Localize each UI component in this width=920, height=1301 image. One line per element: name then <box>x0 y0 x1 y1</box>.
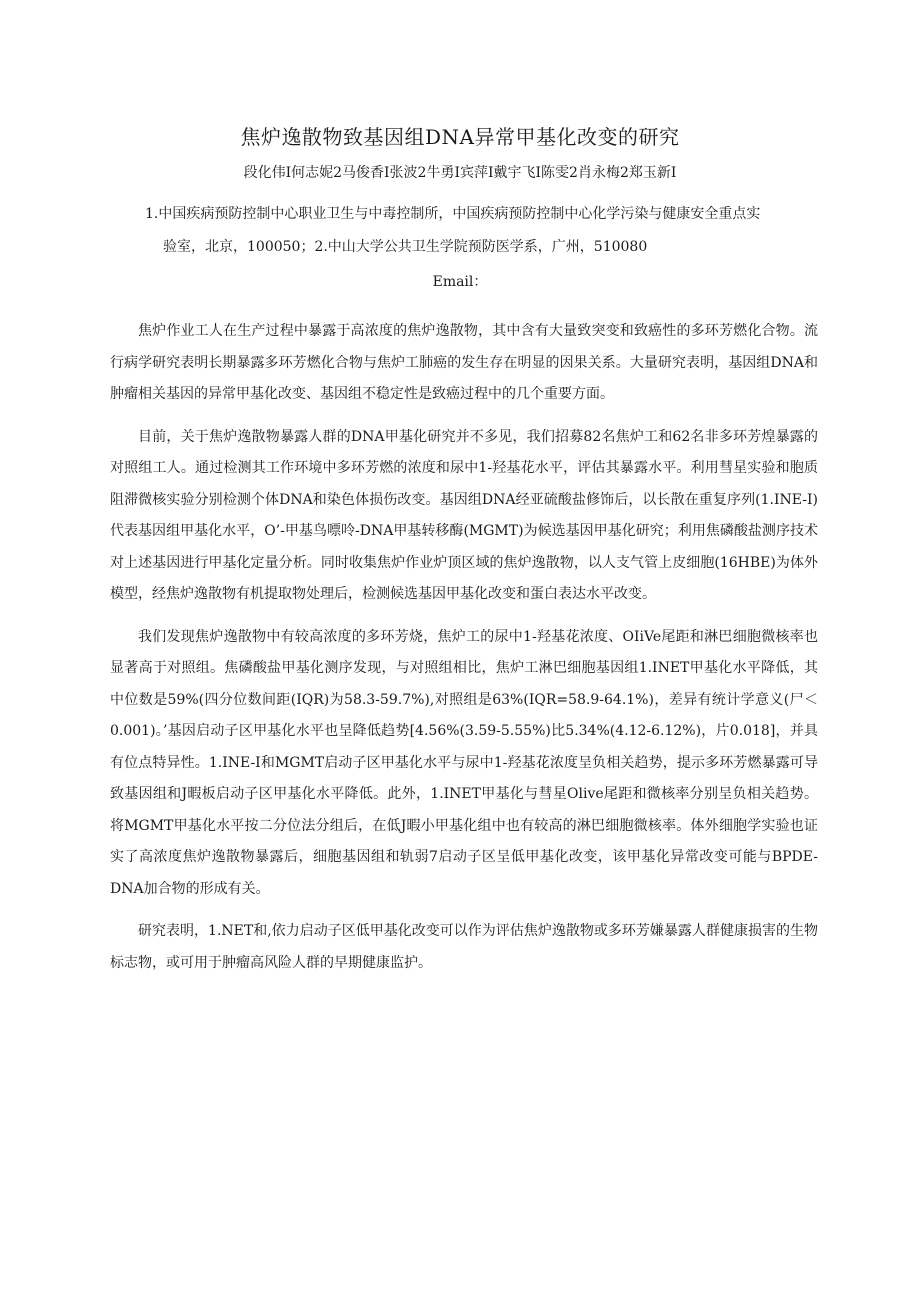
paper-title: 焦炉逸散物致基因组DNA异常甲基化改变的研究 <box>240 125 680 149</box>
affiliation-line-1: 1.中国疾病预防控制中心职业卫生与中毒控制所，中国疾病预防控制中心化学污染与健康安全重点实 <box>145 206 761 222</box>
affiliation-line-2: 验室，北京，100050；2.中山大学公共卫生学院预防医学系，广州，510080 <box>163 239 648 255</box>
paragraph-conclusion: 研究表明，1.NET和,依力启动子区低甲基化改变可以作为评估焦炉逸散物或多环芳嫌暴露人群健康损害的生物标志物，或可用于肿瘤高风险人群的早期健康监护。 <box>110 923 818 971</box>
email-label: Email： <box>432 274 488 290</box>
paragraph-results: 我们发现焦炉逸散物中有较高浓度的多环芳烧，焦炉工的尿中1-羟基花浓度、OIiVe尾距和淋巴细胞微核率也显著高于对照组。焦磷酸盐甲基化测序发现，与对照组相比，焦炉工淋巴细胞基因组1.INET甲基化水平降低，其中位数是59%(四分位数间距(IQR)为58.3-59.7%),对照组是63%(IQR=58.9-64.1%)，差异有统计学意义(尸＜0.001)。’基因启动子区甲基化水平也呈降低趋势[4.56%(3.59-5.55%)比5.34%(4.12-6.12%)，片0.018]，并具有位点特异性。1.INE-I和MGMT启动子区甲基化水平与尿中1-羟基花浓度呈负相关趋势，提示多环芳燃暴露可导致基因组和J暇板启动子区甲基化水平降低。此外，1.INET甲基化与彗星Olive尾距和微核率分别呈负相关趋势。将MGMT甲基化水平按二分位法分组后，在低J暇小甲基化组中也有较高的淋巴细胞微核率。体外细胞学实验也证实了高浓度焦炉逸散物暴露后，细胞基因组和轨弱7启动子区呈低甲基化改变，该甲基化异常改变可能与BPDE-DNA加合物的形成有关。 <box>110 628 818 897</box>
abstract-body <box>110 316 818 990</box>
author-list: 段化伟I何志妮2马俊香I张波2牛勇I宾萍I戴宇飞I陈雯2肖永梅2郑玉新I <box>243 165 677 181</box>
paragraph-methods: 目前，关于焦炉逸散物暴露人群的DNA甲基化研究并不多见，我们招募82名焦炉工和62名非多环芳煌暴露的对照组工人。通过检测其工作环境中多环芳燃的浓度和尿中1-羟基花水平，评估其暴露水平。利用彗星实验和胞质阻滞微核实验分别检测个体DNA和染色体损伤改变。基因组DNA经亚硫酸盐修饰后，以长散在重复序列(1.INE-I)代表基因组甲基化水平，O’-甲基鸟嘌呤-DNA甲基转移酶(MGMT)为候选基因甲基化研究；利用焦磷酸盐测序技术对上述基因进行甲基化定量分析。同时收集焦炉作业炉顶区域的焦炉逸散物，以人支气管上皮细胞(16HBE)为体外模型，经焦炉逸散物有机提取物处理后，检测候选基因甲基化改变和蛋白表达水平改变。 <box>110 428 818 602</box>
paragraph-background: 焦炉作业工人在生产过程中暴露于高浓度的焦炉逸散物，其中含有大量致突变和致癌性的多环芳燃化合物。流行病学研究表明长期暴露多环芳燃化合物与焦炉工肺癌的发生存在明显的因果关系。大量研究表明，基因组DNA和肿瘤相关基因的异常甲基化改变、基因组不稳定性是致癌过程中的几个重要方面。 <box>110 323 818 402</box>
